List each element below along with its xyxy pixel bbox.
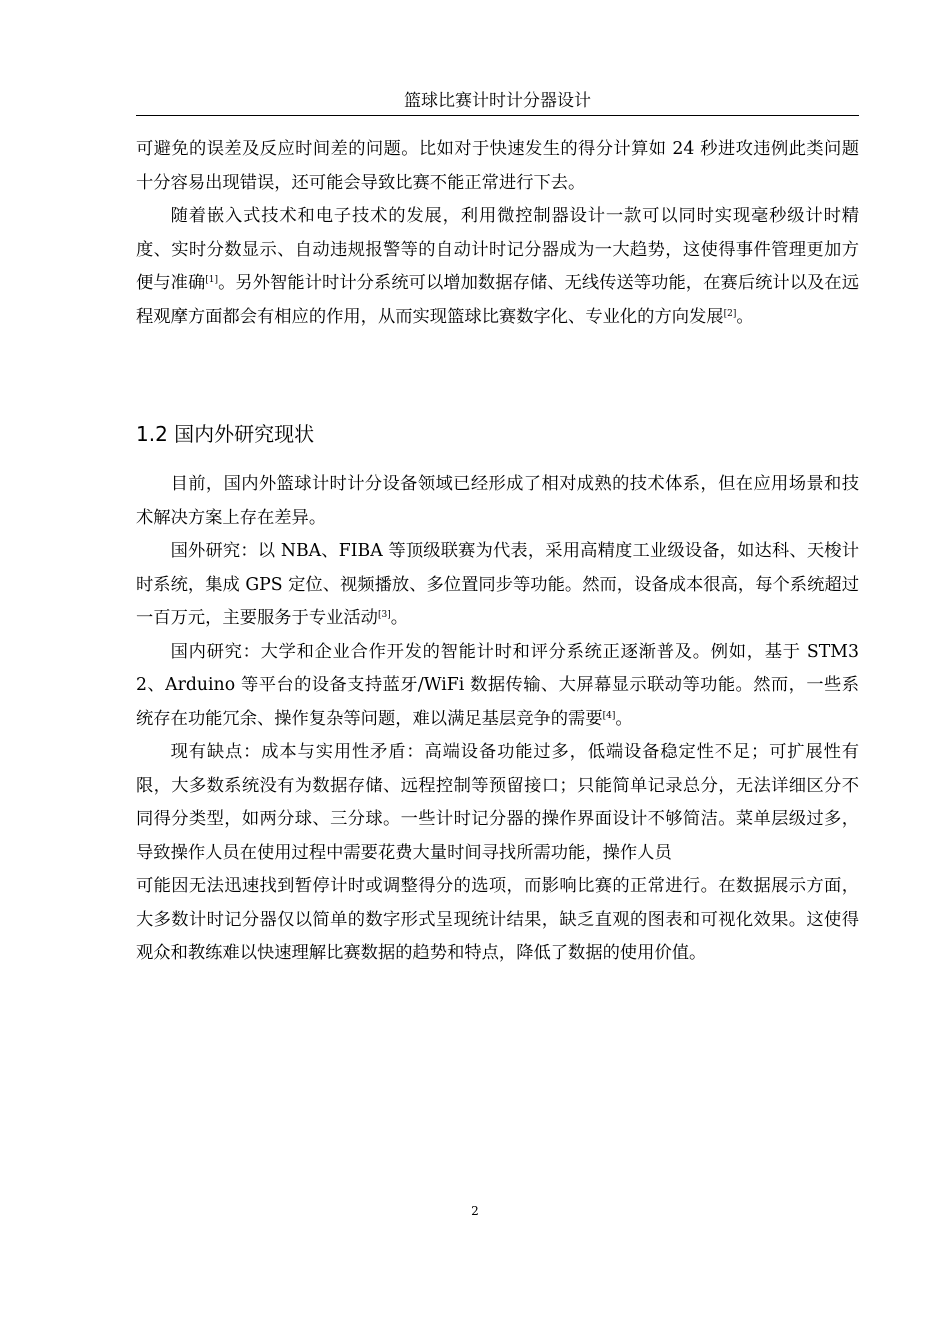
paragraph-shortcomings-continued: 可能因无法迅速找到暂停计时或调整得分的选项，而影响比赛的正常进行。在数据展示方面，大多数计时记分器仅以简单的数字形式呈现统计结果，缺乏直观的图表和可视化效果。这使得观众和教练难以快速理解比赛数据的趋势和特点，降低了数据的使用价值。 — [136, 876, 859, 963]
paragraph-embedded-trend — [136, 200, 859, 334]
paragraph-text: 。 — [736, 306, 754, 327]
citation-ref: [2] — [723, 308, 737, 319]
paragraph-text: 。 — [615, 708, 633, 729]
page-number: 2 — [471, 1204, 479, 1218]
header-divider — [136, 115, 859, 116]
citation-ref: [1] — [205, 275, 219, 285]
paragraph-continuation: 可避免的误差及反应时间差的问题。比如对于快速发生的得分计算如 24 秒进攻违例此类问题十分容易出现错误，还可能会导致比赛不能正常进行下去。 — [136, 139, 859, 193]
paragraph-text: 。另外智能计时计分系统可以增加数据存储、无线传送等功能，在赛后统计以及在远程观摩方面都会有相应的作用，从而实现篮球比赛数字化、专业化的方向发展 — [136, 273, 859, 327]
paragraph-foreign-research — [136, 535, 859, 636]
paragraph-text: 随着嵌入式技术和电子技术的发展，利用微控制器设计一款可以同时实现毫秒级计时精度、实时分数显示、自动违规报警等的自动计时记分器成为一大趋势，这使得事件管理更加方便与准确 — [136, 206, 859, 293]
paragraph-overview: 目前，国内外篮球计时计分设备领域已经形成了相对成熟的技术体系，但在应用场景和技术解决方案上存在差异。 — [136, 474, 859, 528]
citation-ref: [4] — [602, 710, 616, 721]
body-text-bottom — [136, 468, 859, 971]
body-text-top — [136, 133, 859, 334]
citation-ref: [3] — [377, 610, 391, 620]
section-heading: 1.2 国内外研究现状 — [136, 422, 315, 446]
paragraph-shortcomings: 现有缺点：成本与实用性矛盾：高端设备功能过多，低端设备稳定性不足；可扩展性有限，大多数系统没有为数据存储、远程控制等预留接口；只能简单记录总分，无法详细区分不同得分类型，如两分球、三分球。一些计时记分器的操作界面设计不够简洁。菜单层级过多，导致操作人员在使用过程中需要花费大量时间寻找所需功能，操作人员 — [136, 742, 859, 863]
running-header-title: 篮球比赛计时计分器设计 — [404, 91, 591, 111]
paragraph-text: 国外研究：以 NBA、FIBA 等顶级联赛为代表，采用高精度工业级设备，如达科、天梭计时系统，集成 GPS 定位、视频播放、多位置同步等功能。然而，设备成本很高，每个系统超过一百万元，主要服务于专业活动 — [136, 541, 859, 628]
paragraph-text: 国内研究：大学和企业合作开发的智能计时和评分系统正逐渐普及。例如，基于 STM32、Arduino 等平台的设备支持蓝牙/WiFi 数据传输、大屏幕显示联动等功能。然而，一些系统存在功能冗余、操作复杂等问题，难以满足基层竞争的需要 — [136, 641, 859, 729]
paragraph-domestic-research — [136, 636, 859, 737]
paragraph-text: 。 — [390, 608, 408, 628]
